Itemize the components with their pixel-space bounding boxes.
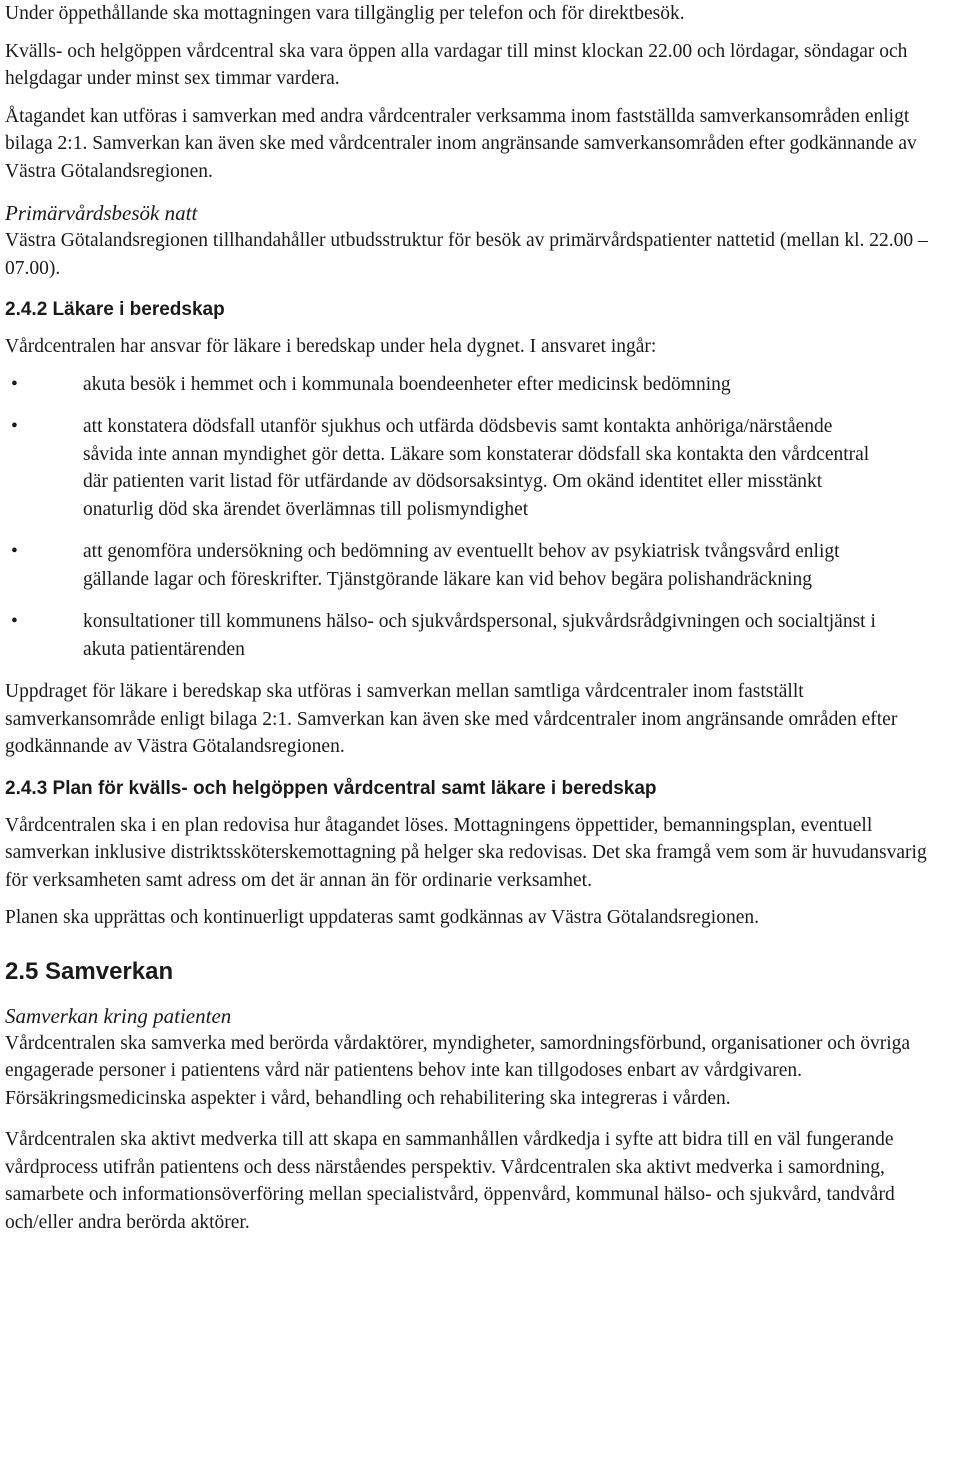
list-item [5, 608, 954, 663]
list-item-text: akuta besök i hemmet och i kommunala boendeenheter efter medicinsk bedömning [83, 373, 731, 395]
list-item [5, 538, 954, 593]
bullet-icon: • [11, 611, 18, 632]
paragraph-opening-hours: Kvälls- och helgöppen vårdcentral ska vara öppen alla vardagar till minst klockan 22.00 och lördagar, söndagar och helgdagar under minst sex timmar vardera. [5, 40, 908, 89]
paragraph-primary-care-night: Västra Götalandsregionen tillhandahåller utbudsstruktur för besök av primärvårdspatienter nattetid (mellan kl. 22.00 – 07.00). [5, 230, 928, 279]
paragraph-plan-description: Vårdcentralen ska i en plan redovisa hur åtagandet löses. Mottagningens öppettider, bemanningsplan, eventuell samverkan inklusive distriktssköterskemottagning på helger ska redovisas. Det ska framgå vem som är huvudansvarig för verksamheten samt adress om det är annan än för ordinarie verksamhet. [5, 814, 927, 891]
list-item-text: att konstatera dödsfall utanför sjukhus och utfärda dödsbevis samt kontakta anhöriga/närstående såvida inte annan myndighet gör detta. Läkare som konstaterar dödsfall ska kontakta den vårdcentral där patienten varit listad för utfärdande av dödsorsaksintyg. Om okänd identitet eller misstänkt onaturlig död ska ärendet överlämnas till polismyndighet [83, 416, 870, 520]
list-item-text: konsultationer till kommunens hälso- och sjukvårdspersonal, sjukvårdsrådgivningen och socialtjänst i akuta patientärenden [83, 611, 876, 660]
heading-2-5: 2.5 Samverkan [5, 957, 174, 985]
heading-cooperation-patient: Samverkan kring patienten [5, 1003, 232, 1028]
heading-primary-care-night: Primärvårdsbesök natt [5, 201, 198, 225]
paragraph-plan-approval: Planen ska upprättas och kontinuerligt uppdateras samt godkännas av Västra Götalandsregionen. [5, 907, 759, 928]
paragraph-on-call-mission: Uppdraget för läkare i beredskap ska utföras i samverkan mellan samtliga vårdcentraler inom fastställt samverkansområde enligt bilaga 2:1. Samverkan kan även ske med vårdcentraler inom angränsande områden efter godkännande av Västra Götalandsregionen. [5, 681, 898, 757]
paragraph-availability: Under öppethållande ska mottagningen vara tillgänglig per telefon och för direktbesök. [5, 3, 685, 24]
bullet-icon: • [11, 373, 18, 395]
on-call-duties-list [5, 371, 954, 664]
list-item [5, 371, 954, 399]
heading-2-4-2: 2.4.2 Läkare i beredskap [5, 299, 225, 320]
heading-2-4-3: 2.4.3 Plan för kvälls- och helgöppen vårdcentral samt läkare i beredskap [5, 777, 657, 799]
paragraph-on-call-intro: Vårdcentralen har ansvar för läkare i beredskap under hela dygnet. I ansvaret ingår: [5, 336, 657, 357]
list-item [5, 413, 954, 523]
paragraph-cooperation-areas: Åtagandet kan utföras i samverkan med andra vårdcentraler verksamma inom fastställda samverkansområden enligt bilaga 2:1. Samverkan kan även ske med vårdcentraler inom angränsande samverkansområden efter godkännande av Västra Götalandsregionen. [5, 105, 917, 182]
paragraph-care-chain: Vårdcentralen ska aktivt medverka till att skapa en sammanhållen vårdkedja i syfte att bidra till en väl fungerande vårdprocess utifrån patientens och dess närståendes perspektiv. Vårdcentralen ska aktivt medverka i samordning, samarbete och informationsöverföring mellan specialistvård, öppenvård, kommunal hälso- och sjukvård, tandvård och/eller andra berörda aktörer. [5, 1129, 895, 1233]
bullet-icon: • [11, 416, 18, 437]
paragraph-cooperation-actors: Vårdcentralen ska samverka med berörda vårdaktörer, myndigheter, samordningsförbund, organisationer och övriga engagerade personer i patientens vård när patientens behov inte kan tillgodoses enbart av vårdgivaren. Försäkringsmedicinska aspekter i vård, behandling och rehabilitering ska integreras i vården. [5, 1032, 911, 1109]
bullet-icon: • [11, 541, 18, 562]
list-item-text: att genomföra undersökning och bedömning av eventuellt behov av psykiatrisk tvångsvård enligt gällande lagar och föreskrifter. Tjänstgörande läkare kan vid behov begära polishandräckning [83, 541, 840, 590]
